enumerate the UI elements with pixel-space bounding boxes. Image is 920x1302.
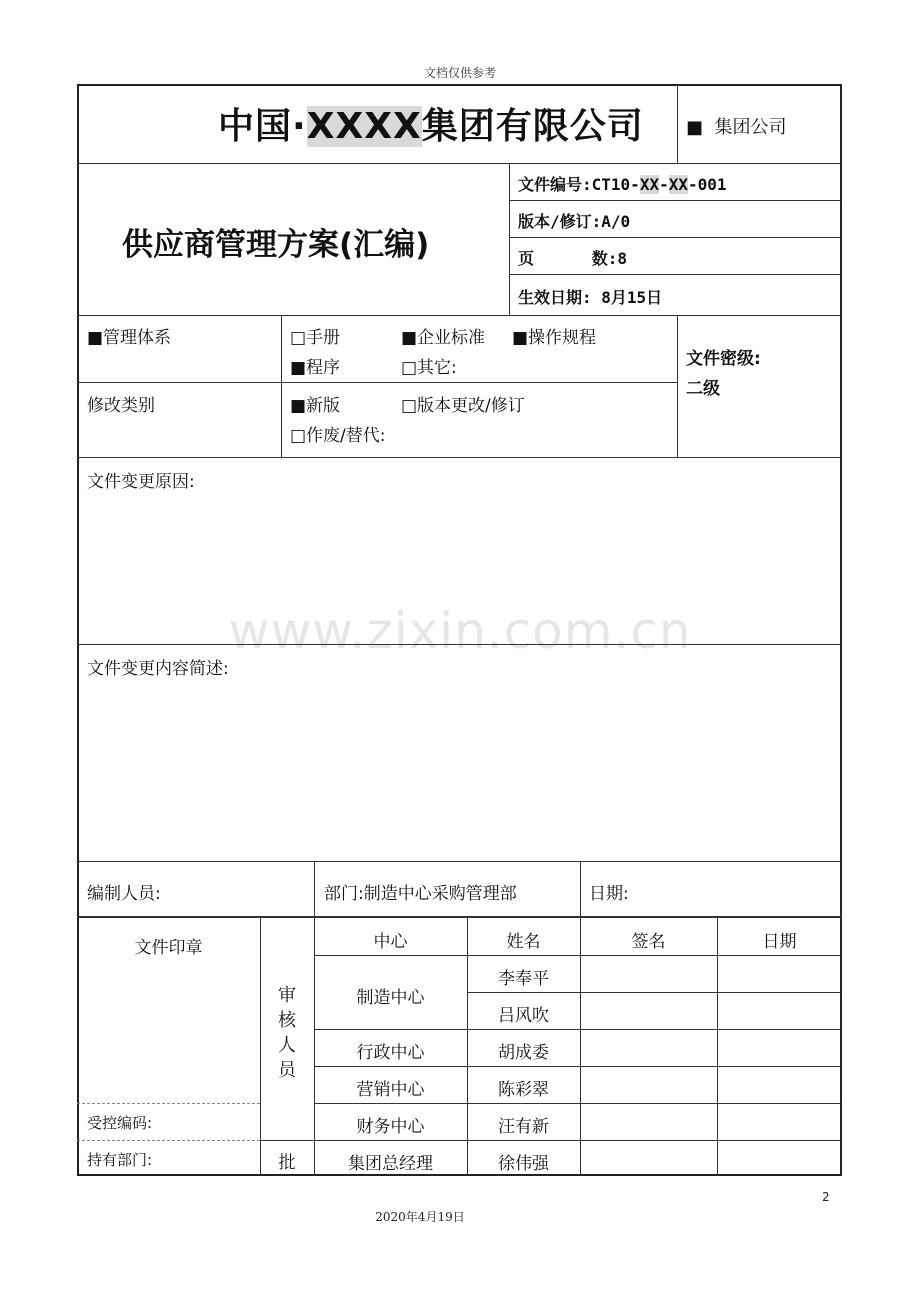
header-signature: 签名	[631, 932, 666, 952]
row-name: 徐伟强	[498, 1154, 549, 1174]
row-name: 胡成委	[498, 1043, 549, 1063]
header-note: 文档仅供参考	[423, 66, 496, 80]
holder-dept-label: 持有部门:	[87, 1151, 153, 1169]
footer-date: 2020年4月19日	[375, 1210, 465, 1224]
page-number: 2	[822, 1190, 830, 1204]
checkbox-new-version[interactable]: ■新版	[290, 396, 341, 416]
checkbox-manual[interactable]: □手册	[290, 328, 341, 348]
header-center: 中心	[373, 932, 408, 952]
confidentiality-level: 二级	[686, 379, 720, 399]
watermark: www.zixin.com.cn	[228, 602, 692, 660]
header-date: 日期	[762, 932, 797, 952]
header-name: 姓名	[506, 932, 541, 952]
doc-version: 版本/修订:A/0	[518, 212, 631, 231]
checkbox-enterprise-standard[interactable]: ■企业标准	[401, 328, 486, 348]
change-reason-label: 文件变更原因:	[87, 472, 195, 492]
change-content-label: 文件变更内容简述:	[87, 659, 229, 679]
checkbox-obsolete[interactable]: □作废/替代:	[290, 426, 386, 446]
system-label: ■管理体系	[87, 328, 172, 348]
row-name: 吕风吹	[498, 1006, 549, 1026]
row-name: 李奉平	[498, 969, 549, 989]
row-center-group-gm: 集团总经理	[348, 1154, 433, 1174]
doc-title: 供应商管理方案(汇编)	[122, 227, 430, 263]
prepared-dept: 部门:制造中心采购管理部	[324, 884, 517, 904]
confidentiality-label: 文件密级:	[686, 349, 761, 369]
approve-label: 批	[278, 1153, 296, 1173]
change-type-label: 修改类别	[87, 396, 155, 416]
row-center-admin: 行政中心	[356, 1043, 425, 1063]
review-label: 审 核 人 员	[278, 985, 296, 1081]
company-title: 中国·XXXX集团有限公司	[218, 106, 644, 147]
checkbox-revision[interactable]: □版本更改/修订	[401, 396, 525, 416]
checkbox-program[interactable]: ■程序	[290, 358, 341, 378]
doc-number: 文件编号:CT10-XX-XX-001	[518, 175, 727, 194]
checkbox-operation-rule[interactable]: ■操作规程	[512, 328, 597, 348]
row-name: 汪有新	[498, 1117, 549, 1137]
controlled-number-label: 受控编码:	[87, 1114, 153, 1132]
group-company: ■ 集团公司	[686, 117, 787, 138]
row-center-finance: 财务中心	[356, 1117, 425, 1137]
row-center-manufacturing: 制造中心	[356, 988, 425, 1008]
row-name: 陈彩翠	[498, 1080, 549, 1100]
doc-pages: 页 数:8	[518, 249, 628, 268]
doc-effective-date: 生效日期: 8月15日	[518, 288, 663, 307]
checkbox-other[interactable]: □其它:	[401, 358, 457, 378]
row-center-marketing: 营销中心	[356, 1080, 425, 1100]
prepared-by-label: 编制人员:	[87, 884, 161, 904]
prepared-date-label: 日期:	[589, 884, 629, 904]
stamp-label: 文件印章	[134, 938, 203, 958]
